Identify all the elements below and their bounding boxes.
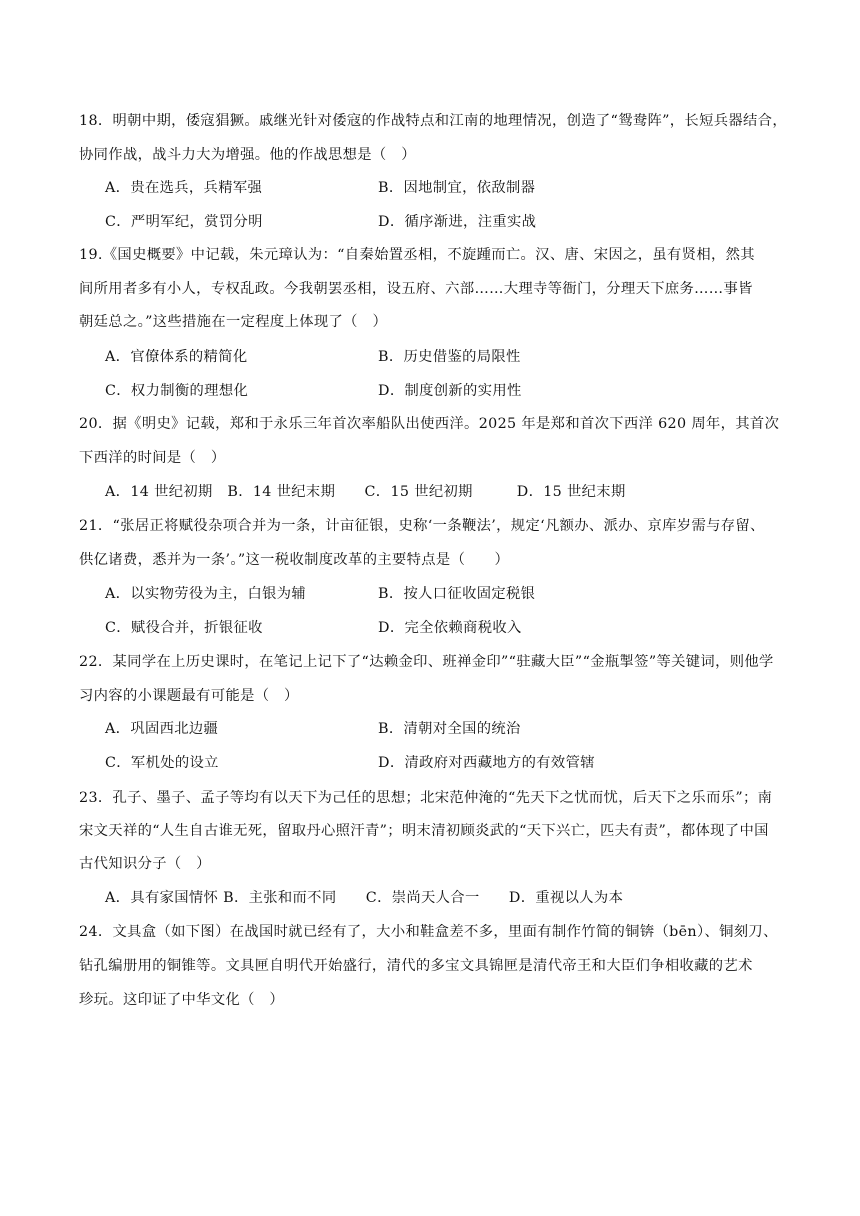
option-c: C．军机处的设立 (105, 755, 219, 771)
question-stem-line: 古代知识分子（ ） (79, 856, 211, 872)
option-b: B．因地制宜，依敌制器 (378, 180, 536, 196)
question-stem-line: 18．明朝中期，倭寇猖獗。戚继光针对倭寇的作战特点和江南的地理情况，创造了“鸳鸯阵”，长短兵器结合， (79, 113, 787, 129)
option-c: C．权力制衡的理想化 (105, 383, 249, 399)
option-c: C．严明军纪，赏罚分明 (105, 214, 263, 230)
option-a: A．巩固西北边疆 (105, 721, 219, 737)
option-b: B．清朝对全国的统治 (378, 721, 521, 737)
option-a: A．以实物劳役为主，白银为辅 (105, 586, 307, 602)
question-stem-line: 24．文具盒（如下图）在战国时就已经有了，大小和鞋盒差不多，里面有制作竹简的铜锛（bēn）、铜刻刀、 (79, 924, 778, 940)
options-row: A．具有家国情怀 B．主张和而不同 C．崇尚天人合一 D．重视以人为本 (105, 890, 624, 906)
question-stem-line: 19.《国史概要》中记载，朱元璋认为：“自秦始置丞相，不旋踵而亡。汉、唐、宋因之，虽有贤相，然其 (79, 247, 755, 263)
question-stem-line: 习内容的小课题最有可能是（ ） (79, 688, 299, 704)
question-stem-line: 协同作战，战斗力大为增强。他的作战思想是（ ） (79, 147, 416, 163)
question-stem-line: 22．某同学在上历史课时，在笔记上记下了“达赖金印、班禅金印”“驻藏大臣”“金瓶掣签”等关键词，则他学 (79, 654, 774, 670)
option-d: D．清政府对西藏地方的有效管辖 (378, 755, 595, 771)
question-stem-line: 间所用者多有小人，专权乱政。今我朝罢丞相，设五府、六部……大理寺等衙门，分理天下庶务……事皆 (79, 281, 753, 297)
question-stem-line: 朝廷总之。”这些措施在一定程度上体现了（ ） (79, 314, 388, 330)
question-stem-line: 23．孔子、墨子、孟子等均有以天下为己任的思想；北宋范仲淹的“先天下之忧而忧，后天下之乐而乐”；南 (79, 790, 773, 806)
question-stem-line: 供亿诸费，悉并为一条’。”这一税收制度改革的主要特点是（ ） (79, 552, 510, 568)
option-d: D．完全依赖商税收入 (378, 620, 522, 636)
question-stem-line: 21．“张居正将赋役杂项合并为一条，计亩征银，史称‘一条鞭法’，规定‘凡额办、派办、京库岁需与存留、 (79, 518, 765, 534)
question-stem-line: 下西洋的时间是（ ） (79, 450, 226, 466)
option-a: A．贵在选兵，兵精军强 (105, 180, 263, 196)
question-stem-line: 宋文天祥的“人生自古谁无死，留取丹心照汗青”；明末清初顾炎武的“天下兴亡，匹夫有责”，都体现了中国 (79, 823, 769, 839)
option-c: C．赋役合并，折银征收 (105, 620, 263, 636)
option-a: A．官僚体系的精简化 (105, 349, 248, 365)
question-stem-line: 珍玩。这印证了中华文化（ ） (79, 992, 285, 1008)
option-b: B．按人口征收固定税银 (378, 586, 536, 602)
option-d: D．制度创新的实用性 (378, 383, 522, 399)
question-stem-line: 20．据《明史》记载，郑和于永乐三年首次率船队出使西洋。2025 年是郑和首次下西洋 620 周年，其首次 (79, 416, 780, 432)
option-b: B．历史借鉴的局限性 (378, 349, 521, 365)
option-d: D．循序渐进，注重实战 (378, 214, 537, 230)
question-stem-line: 钻孔编册用的铜锥等。文具匣自明代开始盛行，清代的多宝文具锦匣是清代帝王和大臣们争相收藏的艺术 (79, 958, 753, 974)
options-row: A．14 世纪初期 B．14 世纪末期 C．15 世纪初期 D．15 世纪末期 (105, 484, 626, 500)
